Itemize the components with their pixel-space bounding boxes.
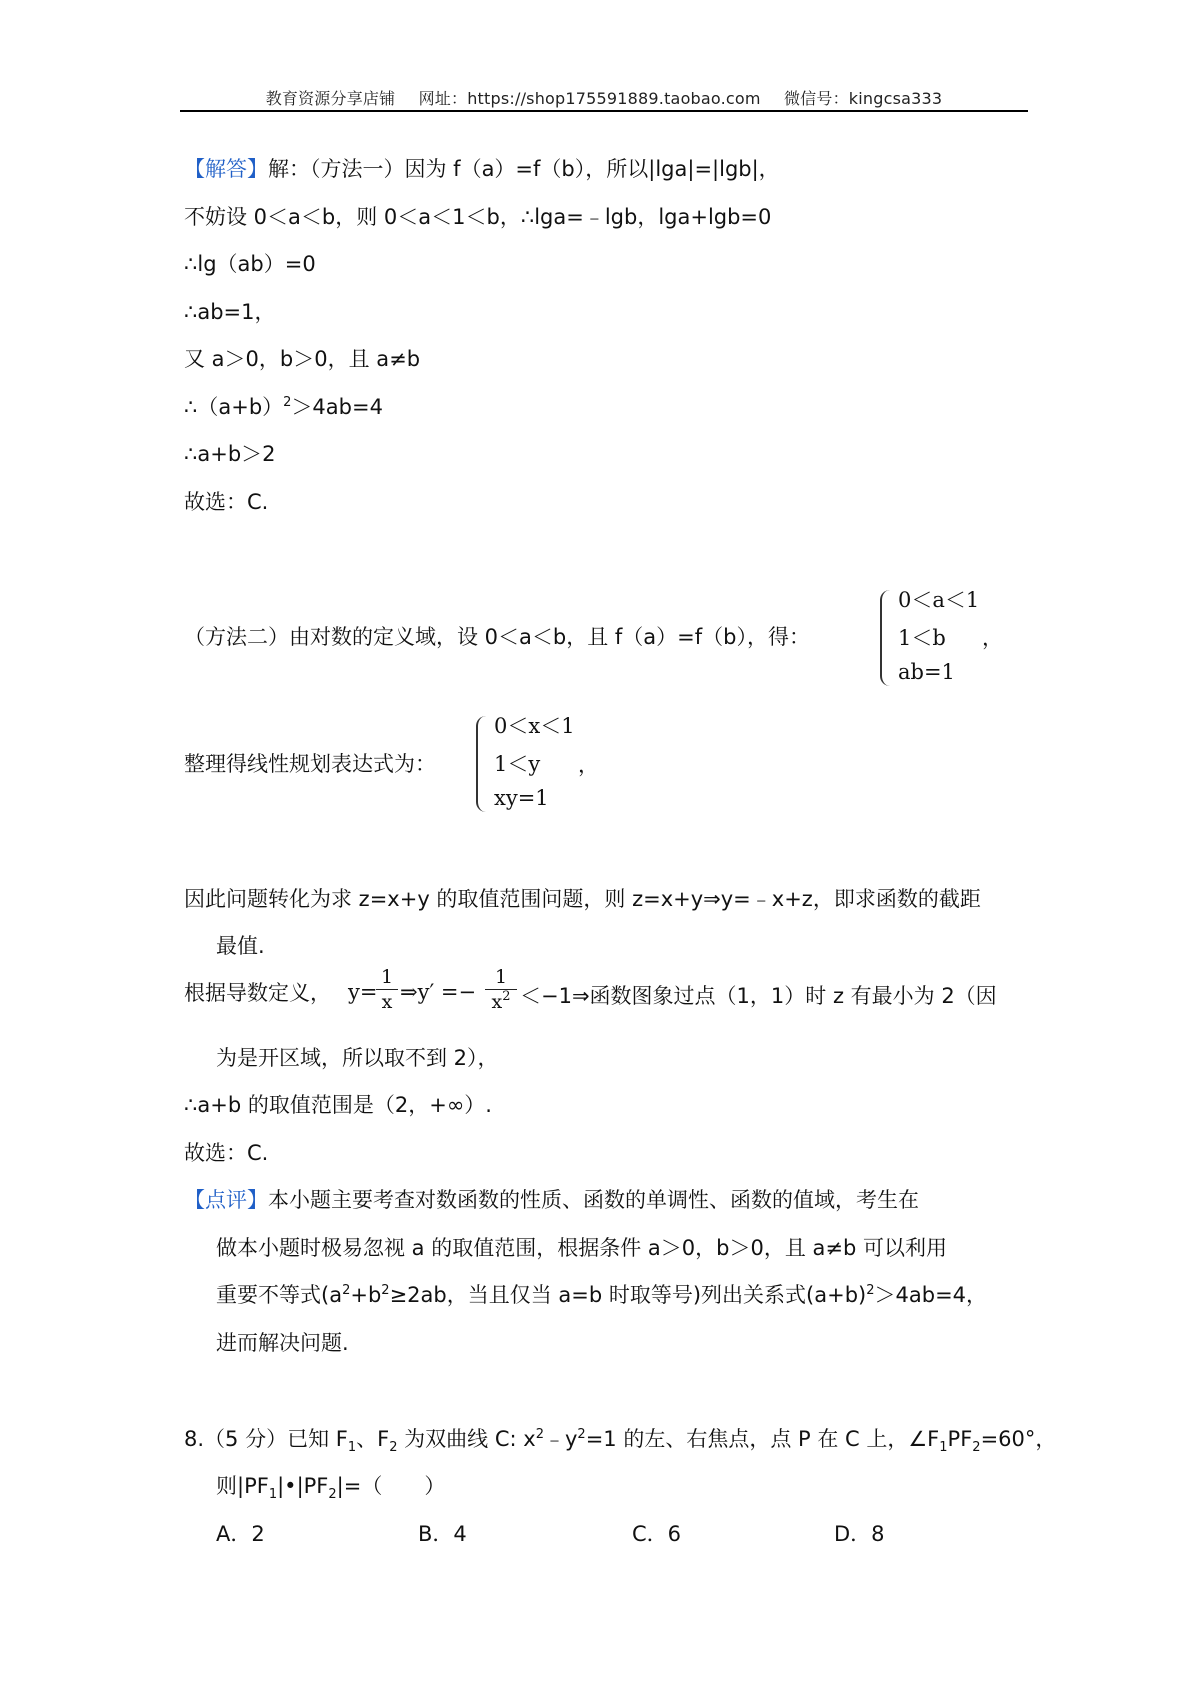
site-url: 网址：https://shop175591889.taobao.com	[418, 89, 761, 108]
system-row: xy=1	[494, 786, 549, 810]
fraction-bar	[485, 989, 517, 990]
formula-derivative: ⇒y′ =−	[400, 980, 477, 1004]
superscript: 2	[283, 395, 292, 410]
shop-name: 教育资源分享店铺	[265, 89, 396, 108]
comma: ，	[982, 626, 1003, 650]
page-header	[180, 86, 1028, 109]
numerator: 1	[494, 966, 508, 988]
solution-line-7: ∴a+b＞2	[184, 442, 276, 466]
denominator: x	[381, 991, 393, 1013]
option-d: D．8	[834, 1522, 885, 1546]
fraction-1-over-x2	[485, 966, 517, 1013]
left-brace	[476, 716, 492, 812]
comment-text-1: 本小题主要考查对数函数的性质、函数的单调性、函数的值域，考生在	[268, 1188, 919, 1212]
paragraph-4: 故选：C.	[184, 1141, 269, 1165]
question-8-line-2: 则$|PF_1|•|PF_2|=$（ ）	[216, 1474, 446, 1502]
option-a: A．2	[216, 1522, 265, 1546]
solution-line-6	[184, 392, 383, 422]
comment-line-1	[184, 1185, 919, 1215]
paragraph-1b: 最值.	[216, 934, 265, 958]
fraction-1-over-x	[376, 966, 398, 1013]
solution-text-1: 解：（方法一）因为 f（a）=f（b），所以|lga|=|lgb|，	[268, 157, 780, 181]
solution-line-6a: ∴（a+b）	[184, 395, 284, 419]
method2-line: （方法二）由对数的定义域，设 0＜a＜b，且 f（a）=f（b），得：	[184, 625, 810, 649]
solution-line-6b: ＞4ab=4	[291, 395, 383, 419]
comment-line-3: 重要不等式($a^2+b^2\ge 2ab$，当且仅当 a=b 时取等号)列出关系式$(a+b)^2>4ab=4$，	[216, 1283, 988, 1307]
paragraph-2-prefix: 根据导数定义，	[184, 981, 331, 1005]
system-row: 1＜b	[898, 626, 946, 650]
paragraph-2b: 为是开区域，所以取不到 2），	[216, 1046, 499, 1070]
numerator: 1	[380, 966, 394, 988]
solution-line-2: 不妨设 0＜a＜b，则 0＜a＜1＜b，∴lga=﹣lgb，lga+lgb=0	[184, 205, 772, 229]
solution-line-3: ∴lg（ab）=0	[184, 252, 316, 276]
method3-line: 整理得线性规划表达式为：	[184, 752, 436, 776]
solution-line-8: 故选：C.	[184, 490, 269, 514]
solution-line-4: ∴ab=1，	[184, 300, 276, 324]
question-8-line-1: 8.（5 分）已知 $F_1$、$F_2$ 为双曲线 C: $x^2﹣y^2=1$ 的左、右焦点，点 P 在 C 上，$\angle F_1PF_2=60^\circ$，	[184, 1427, 1057, 1455]
comma: ，	[578, 753, 599, 777]
option-b: B．4	[418, 1522, 467, 1546]
system-row: 0＜x＜1	[494, 714, 575, 738]
header-divider	[180, 110, 1028, 112]
left-brace	[880, 590, 896, 686]
comment-tag: 【点评】	[184, 1188, 268, 1212]
paragraph-1a: 因此问题转化为求 z=x+y 的取值范围问题，则 z=x+y⇒y=﹣x+z，即求函数的截距	[184, 887, 981, 911]
system-row: 1＜y	[494, 752, 541, 776]
wechat-id: 微信号：kingcsa333	[783, 89, 943, 108]
comment-line-2: 做本小题时极易忽视 a 的取值范围，根据条件 a＞0，b＞0，且 a≠b 可以利用	[216, 1236, 947, 1260]
fraction-bar	[376, 989, 398, 990]
paragraph-2-suffix: ＜−1⇒函数图象过点（1，1）时 z 有最小为 2（因	[520, 984, 997, 1008]
paragraph-3: ∴a+b 的取值范围是（2，+∞）.	[184, 1093, 492, 1117]
system-row: 0＜a＜1	[898, 588, 980, 612]
solution-line-1	[184, 154, 780, 184]
solution-tag: 【解答】	[184, 157, 268, 181]
denominator: $x^2$	[491, 989, 511, 1013]
solution-line-5: 又 a＞0，b＞0，且 a≠b	[184, 347, 421, 371]
comment-line-4: 进而解决问题.	[216, 1331, 349, 1355]
system-row: ab=1	[898, 660, 955, 684]
formula-y: y=	[348, 980, 378, 1004]
option-c: C．6	[632, 1522, 682, 1546]
